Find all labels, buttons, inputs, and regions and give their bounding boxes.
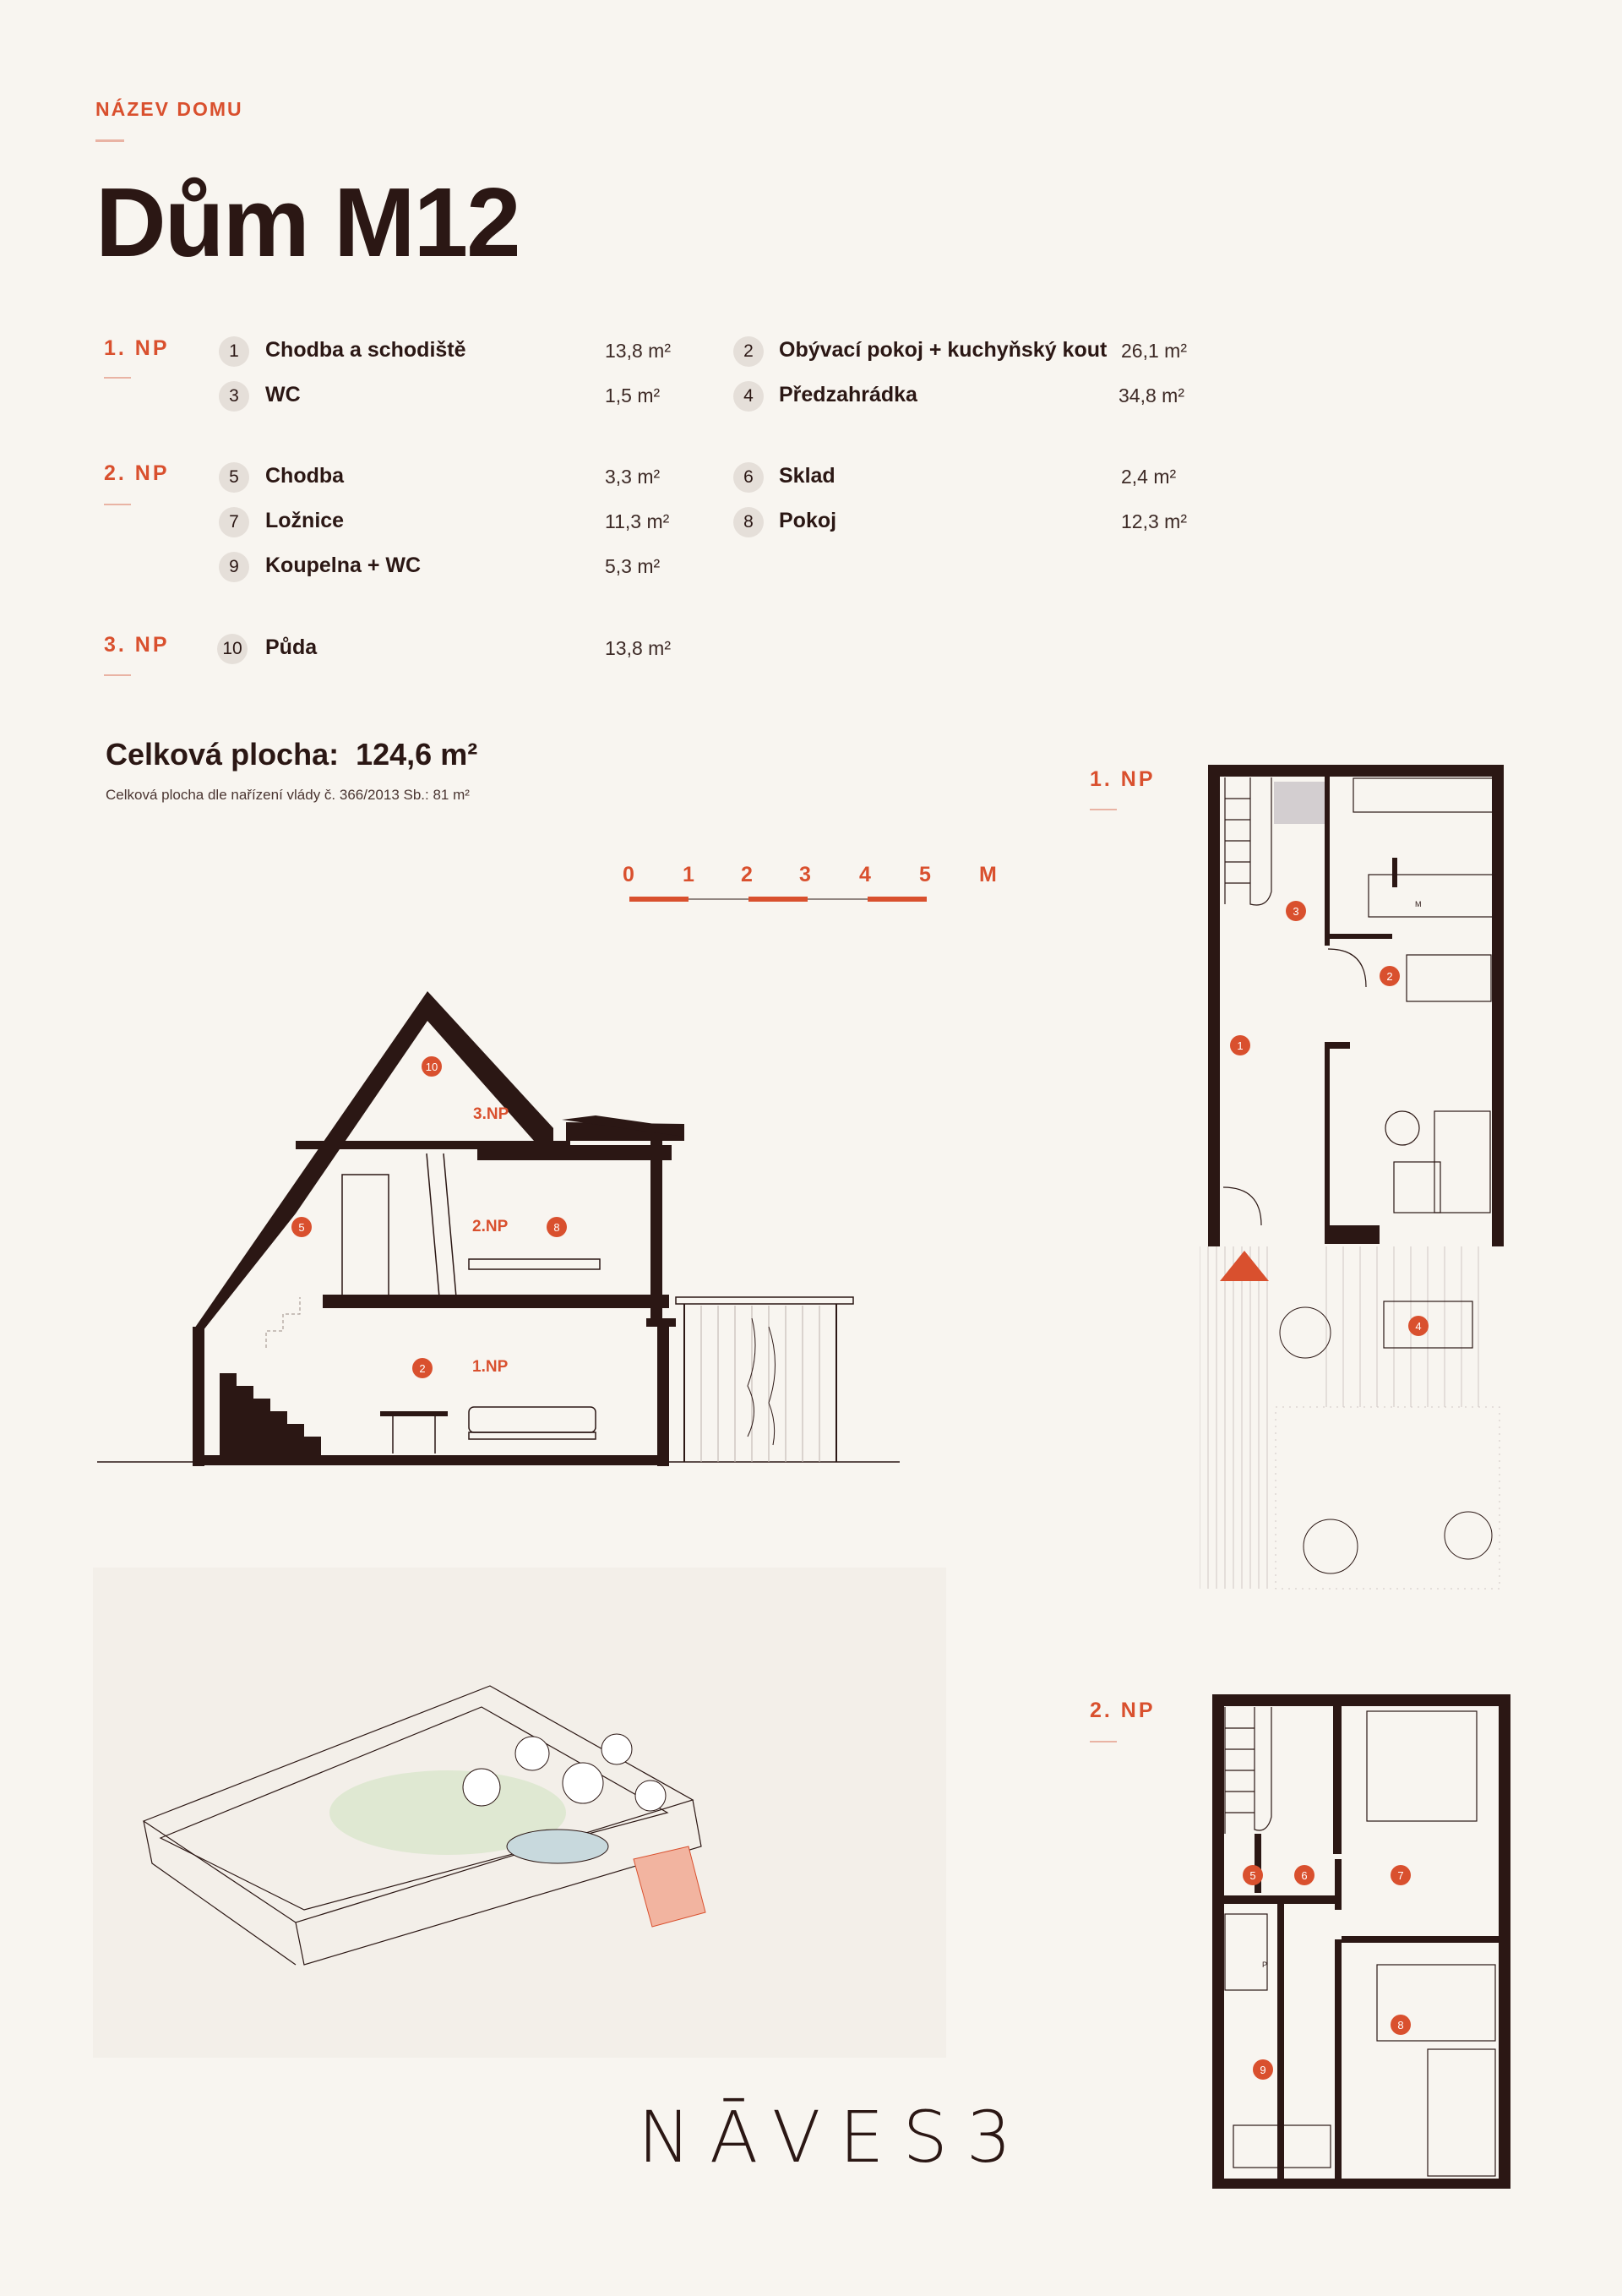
room-name: Půda <box>265 635 318 659</box>
room-marker: 1 <box>1230 1035 1250 1055</box>
room-marker: 10 <box>422 1056 442 1077</box>
total-area-label: Celková plocha: <box>106 737 340 772</box>
room-name: Pokoj <box>779 509 837 532</box>
room-area: 2,4 m² <box>1121 466 1177 488</box>
scale-mark: 1 <box>683 863 694 886</box>
room-number-badge: 1 <box>219 336 249 367</box>
section-floor-label: 2.NP <box>472 1218 509 1235</box>
room-number-badge: 6 <box>733 462 764 493</box>
room-marker: 6 <box>1294 1865 1314 1885</box>
scale-unit: M <box>979 863 997 886</box>
room-name: Sklad <box>779 464 835 488</box>
room-number-badge: 8 <box>733 507 764 537</box>
room-number-badge: 10 <box>217 634 248 664</box>
room-marker: 8 <box>547 1217 567 1237</box>
room-name: Ložnice <box>265 509 345 532</box>
scale-mark: 2 <box>741 863 753 886</box>
kicker-divider <box>95 139 124 142</box>
room-marker: 5 <box>291 1217 312 1237</box>
room-name: Chodba <box>265 464 345 488</box>
floor-divider <box>104 504 131 505</box>
room-marker: 8 <box>1391 2015 1411 2035</box>
room-area: 3,3 m² <box>605 466 661 488</box>
plan-divider <box>1090 809 1117 810</box>
house-name-kicker: NÁZEV DOMU <box>95 98 243 120</box>
room-number-badge: 4 <box>733 381 764 412</box>
floor-label-1np: 1. NP <box>104 336 170 360</box>
room-marker: 2 <box>1380 966 1400 986</box>
room-area: 13,8 m² <box>605 637 671 659</box>
appliance-label: P <box>1262 1961 1268 1969</box>
plan-label-1np: 1. NP <box>1090 767 1156 791</box>
plan-label-2np: 2. NP <box>1090 1699 1156 1722</box>
floor-label-3np: 3. NP <box>104 633 170 657</box>
section-floor-label: 3.NP <box>473 1105 509 1123</box>
room-number-badge: 5 <box>219 462 249 493</box>
room-area: 34,8 m² <box>1119 384 1184 406</box>
brand-logo: NĀVES3 <box>638 2096 1031 2179</box>
page-title: Dům M12 <box>95 167 520 277</box>
total-area-note: Celková plocha dle nařízení vlády č. 366/2013 Sb.: 81 m² <box>106 787 470 803</box>
floor-divider <box>104 674 131 676</box>
room-number-badge: 2 <box>733 336 764 367</box>
room-name: Chodba a schodiště <box>265 338 466 362</box>
scale-mark: 4 <box>859 863 871 886</box>
section-floor-label: 1.NP <box>472 1358 509 1376</box>
room-name: WC <box>265 383 301 406</box>
room-area: 13,8 m² <box>605 340 671 362</box>
room-marker: 4 <box>1408 1316 1429 1336</box>
room-marker: 7 <box>1391 1865 1411 1885</box>
appliance-label: M <box>1415 900 1422 908</box>
total-area-value: 124,6 m² <box>356 737 478 772</box>
room-area: 11,3 m² <box>605 510 670 532</box>
room-marker: 5 <box>1243 1865 1263 1885</box>
total-area <box>106 737 477 772</box>
room-marker: 3 <box>1286 901 1306 921</box>
room-area: 1,5 m² <box>605 384 661 406</box>
room-marker: 9 <box>1253 2059 1273 2080</box>
floor-label-2np: 2. NP <box>104 461 170 485</box>
site-axonometric-drawing <box>93 1568 946 2058</box>
room-number-badge: 9 <box>219 552 249 582</box>
room-number-badge: 7 <box>219 507 249 537</box>
room-number-badge: 3 <box>219 381 249 412</box>
floor-plan-2np <box>1208 1694 1512 2193</box>
room-name: Předzahrádka <box>779 383 917 406</box>
floor-divider <box>104 377 131 379</box>
scale-bar <box>629 894 929 904</box>
room-area: 5,3 m² <box>605 555 661 577</box>
room-name: Obývací pokoj + kuchyňský kout <box>779 338 1108 362</box>
room-area: 12,3 m² <box>1121 510 1187 532</box>
floor-plan-1np <box>1200 765 1504 1593</box>
scale-mark: 3 <box>799 863 811 886</box>
plan-divider <box>1090 1741 1117 1742</box>
room-marker: 2 <box>412 1358 433 1378</box>
scale-mark: 0 <box>623 863 634 886</box>
room-area: 26,1 m² <box>1121 340 1187 362</box>
scale-mark: 5 <box>919 863 931 886</box>
room-name: Koupelna + WC <box>265 554 422 577</box>
